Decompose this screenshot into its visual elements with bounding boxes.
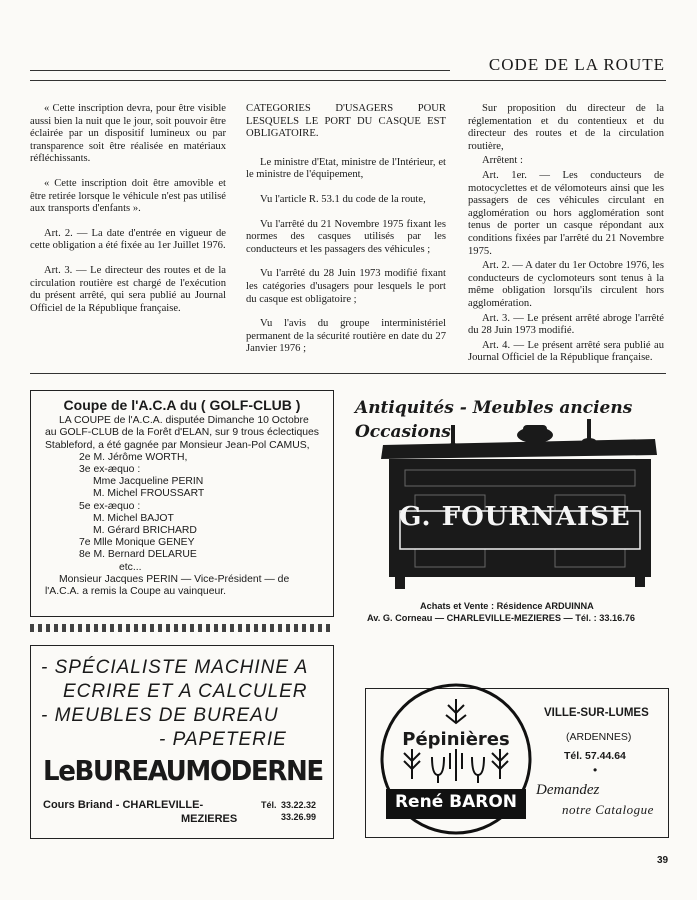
ranking-line: M. Michel BAJOT <box>93 512 174 524</box>
cta-demandez: Demandez <box>536 782 600 798</box>
ranking-line: 3e ex-æquo : <box>79 464 141 476</box>
ranking-line: etc... <box>119 561 142 573</box>
bureau-tel-2: 33.26.99 <box>281 812 317 822</box>
ad-line: - SPÉCIALISTE MACHINE A <box>41 657 309 678</box>
golf-title: Coupe de l'A.C.A du ( GOLF-CLUB ) <box>63 397 301 413</box>
occasions-label: Occasions <box>355 422 451 442</box>
bureau-address-1: Cours Briand - CHARLEVILLE- <box>43 799 204 811</box>
pepinieres-logo <box>376 679 536 839</box>
section-divider <box>30 373 666 374</box>
bureau-address-2: MEZIERES <box>181 813 238 825</box>
bureau-tel-label: Tél. <box>261 800 277 810</box>
paragraph: Le ministre d'Etat, ministre de l'Intérieur, et le ministre de l'équipement, <box>246 156 446 181</box>
column-3 <box>468 103 664 367</box>
column-1 <box>30 103 226 327</box>
ranking-line: 5e ex-æquo : <box>79 500 141 512</box>
ad-line: - MEUBLES DE BUREAU <box>41 705 279 726</box>
paragraph: « Cette inscription devra, pour être visible aussi bien la nuit que le jour, soit pouvoir être éclairée par un dispositif lumineux ou par transparence soit être réalisée en matériaux réfléchissants. <box>30 103 226 165</box>
ad-line: - PAPETERIE <box>159 729 287 750</box>
pepinieres-box <box>365 688 669 838</box>
paragraph: Vu l'arrêté du 28 Juin 1973 modifié fixant les catégories d'usagers pour lesquels le port du casque est obligatoire ; <box>246 268 446 305</box>
paragraph: Art. 4. — Le présent arrêté sera publié au Journal Officiel de la République française. <box>468 339 664 364</box>
bureau-moderne-box <box>30 645 334 839</box>
antiques-address-2: Av. G. Corneau — CHARLEVILLE-MEZIERES — Tél. : 33.16.76 <box>367 613 636 623</box>
header-rule-left <box>30 70 450 71</box>
paragraph: Vu l'arrêté du 21 Novembre 1975 fixant les normes des casques utilisés par les conducteurs et les passagers des véhicules ; <box>246 218 446 255</box>
paragraph: Sur proposition du directeur de la réglementation et du contentieux et du directeur des routes et de la circulation routière, <box>468 103 664 152</box>
ranking-line: M. Gérard BRICHARD <box>93 525 197 537</box>
town: VILLE-SUR-LUMES <box>544 707 649 719</box>
antiques-address-1: Achats et Vente : Résidence ARDUINNA <box>420 601 594 611</box>
paragraph: Art. 2. — La date d'entrée en vigueur de cette obligation a été fixée au 1er Juillet 1976. <box>30 227 226 252</box>
paragraph: Art. 2. — A dater du 1er Octobre 1976, les conducteurs de cyclomoteurs sont tenus à la même obligation lorsqu'ils circulent hors agglomération. <box>468 260 664 309</box>
paragraph: Art. 3. — Le présent arrêté abroge l'arrêté du 28 Juin 1973 modifié. <box>468 312 664 337</box>
section-heading: CATEGORIES D'USAGERS POUR LESQUELS LE PORT DU CASQUE EST OBLIGATOIRE. <box>246 103 446 140</box>
paragraph: Arrêtent : <box>482 155 523 167</box>
page-number: 39 <box>657 855 669 866</box>
paragraph: Art. 3. — Le directeur des routes et de la circulation routière est chargé de l'exécution du présent arrêté, qui sera publié au Journal Officiel de la République française. <box>30 264 226 314</box>
column-2 <box>246 103 446 368</box>
golf-club-box <box>30 390 334 617</box>
golf-intro: LA COUPE de l'A.C.A. disputée Dimanche 10 Octobre au GOLF-CLUB de la Forêt d'ELAN, sur 9 trous éclectiques Stableford, a été gagnée par Monsieur Jean-Pol CAMUS, <box>45 415 319 451</box>
ad-line: ECRIRE ET A CALCULER <box>63 681 308 702</box>
golf-closing: Monsieur Jacques PERIN — Vice-Président — de l'A.C.A. a remis la Coupe au vainqueur. <box>45 573 290 598</box>
bullet: • <box>593 763 598 777</box>
pepinieres-phone: Tél. 57.44.64 <box>564 750 626 762</box>
fournaise-name: G. FOURNAISE <box>399 502 631 532</box>
department: (ARDENNES) <box>566 731 632 743</box>
paragraph: Art. 1er. — Les conducteurs de motocyclettes et de vélomoteurs ainsi que les passagers de ces véhicules circulant en agglomération ou hors agglomération sont tenus de porter un casque répondant aux conditions fixées par l'arrêté du 21 Novembre 1975. <box>468 169 664 257</box>
ranking-line: 7e Mlle Monique GENEY <box>79 537 195 549</box>
ranking-line: M. Michel FROUSSART <box>93 488 205 500</box>
paragraph: Vu l'avis du groupe interministériel permanent de la sécurité routière en date du 27 Janvier 1976 ; <box>246 318 446 355</box>
ranking-line: 8e M. Bernard DELARUE <box>79 549 197 561</box>
ranking-line: 2e M. Jérôme WORTH, <box>79 451 188 463</box>
section-title: CODE DE LA ROUTE <box>488 55 665 74</box>
ranking-line: Mme Jacqueline PERIN <box>93 476 204 488</box>
bureau-moderne-name: LeBUREAUMODERNE <box>43 754 323 787</box>
checker-divider <box>30 624 333 632</box>
bureau-tel-1: 33.22.32 <box>281 800 317 810</box>
paragraph: Vu l'article R. 53.1 du code de la route, <box>260 193 426 205</box>
antiques-headline: Antiquités - Meubles anciens <box>355 398 633 418</box>
header-rule <box>30 80 666 81</box>
pepinieres-label: Pépinières <box>402 729 510 750</box>
cta-catalogue: notre Catalogue <box>562 802 654 817</box>
rene-baron-label: René BARON <box>394 792 518 812</box>
paragraph: « Cette inscription doit être amovible et être retirée lorsque le véhicule n'est pas utilisé aux transports d'enfants ». <box>30 177 226 215</box>
